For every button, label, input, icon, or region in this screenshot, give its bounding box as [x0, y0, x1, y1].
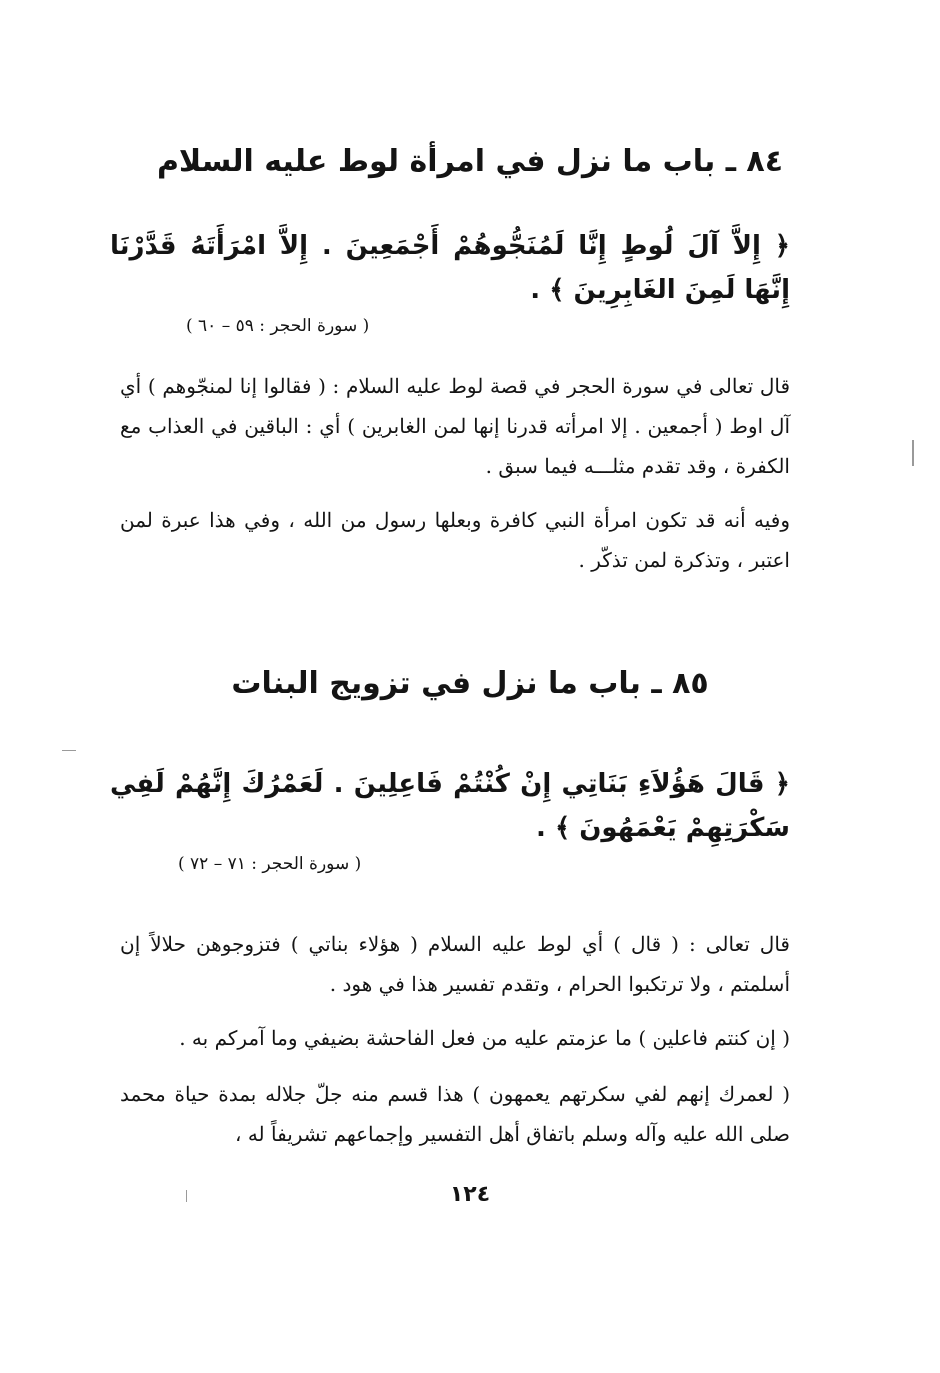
scan-mark-bottom: [186, 1190, 187, 1202]
section-85-surah-reference: ( سورة الحجر : ٧١ – ٧٢ ): [178, 854, 362, 874]
section-85-heading: ٨٥ ـ باب ما نزل في تزويج البنات: [231, 666, 709, 701]
section-85-verse: ﴿ قَالَ هَؤُلاَءِ بَنَاتِي إِنْ كُنْتُمْ فَاعِلِينَ . لَعَمْرُكَ إِنَّهُمْ لَفِي سَكْرَتِهِمْ يَعْمَهُونَ ﴾ .: [110, 769, 790, 843]
section-84-verse: ﴿ إِلاَّ آلَ لُوطٍ إِنَّا لَمُنَجُّوهُمْ أَجْمَعِينَ . إِلاَّ امْرَأَتَهُ قَدَّرْنَا إِنَّهَا لَمِنَ الغَابِرِينَ ﴾ .: [110, 231, 790, 305]
section-84-surah-reference: ( سورة الحجر : ٥٩ – ٦٠ ): [186, 316, 370, 336]
scan-mark-left: [62, 750, 76, 751]
section-85-paragraph-2: ( إن كنتم فاعلين ) ما عزمتم عليه من فعل الفاحشة بضيفي وما آمركم به .: [179, 1026, 790, 1050]
scan-mark-right: [912, 440, 914, 466]
page-number: ١٢٤: [449, 1182, 491, 1207]
section-85-paragraph-1: قال تعالى : ( قال ) أي لوط عليه السلام ( هؤلاء بناتي ) فتزوجوهن حلالاً إن أسلمتم ، ولا ترتكبوا الحرام ، وتقدم تفسير هذا في هود .: [120, 932, 790, 996]
section-84-heading: ٨٤ ـ باب ما نزل في امرأة لوط عليه السلام: [156, 144, 784, 179]
section-85-paragraph-3: ( لعمرك إنهم لفي سكرتهم يعمهون ) هذا قسم منه جلّ جلاله بمدة حياة محمد صلى الله عليه وآله وسلم باتفاق أهل التفسير وإجماعهم تشريفاً له ،: [120, 1082, 790, 1146]
section-84-paragraph-1: قال تعالى في سورة الحجر في قصة لوط عليه السلام : ( فقالوا إنا لمنجّوهم ) أي آل اوط ( أجمعين . إلا امرأته قدرنا إنها لمن الغابرين ) أي : الباقين في العذاب مع الكفرة ، وقد تقدم مثلـــه فيما سبق .: [120, 374, 790, 478]
section-84-paragraph-2: وفيه أنه قد تكون امرأة النبي كافرة وبعلها رسول من الله ، وفي هذا عبرة لمن اعتبر ، وتذكرة لمن تذكّر .: [120, 508, 790, 572]
